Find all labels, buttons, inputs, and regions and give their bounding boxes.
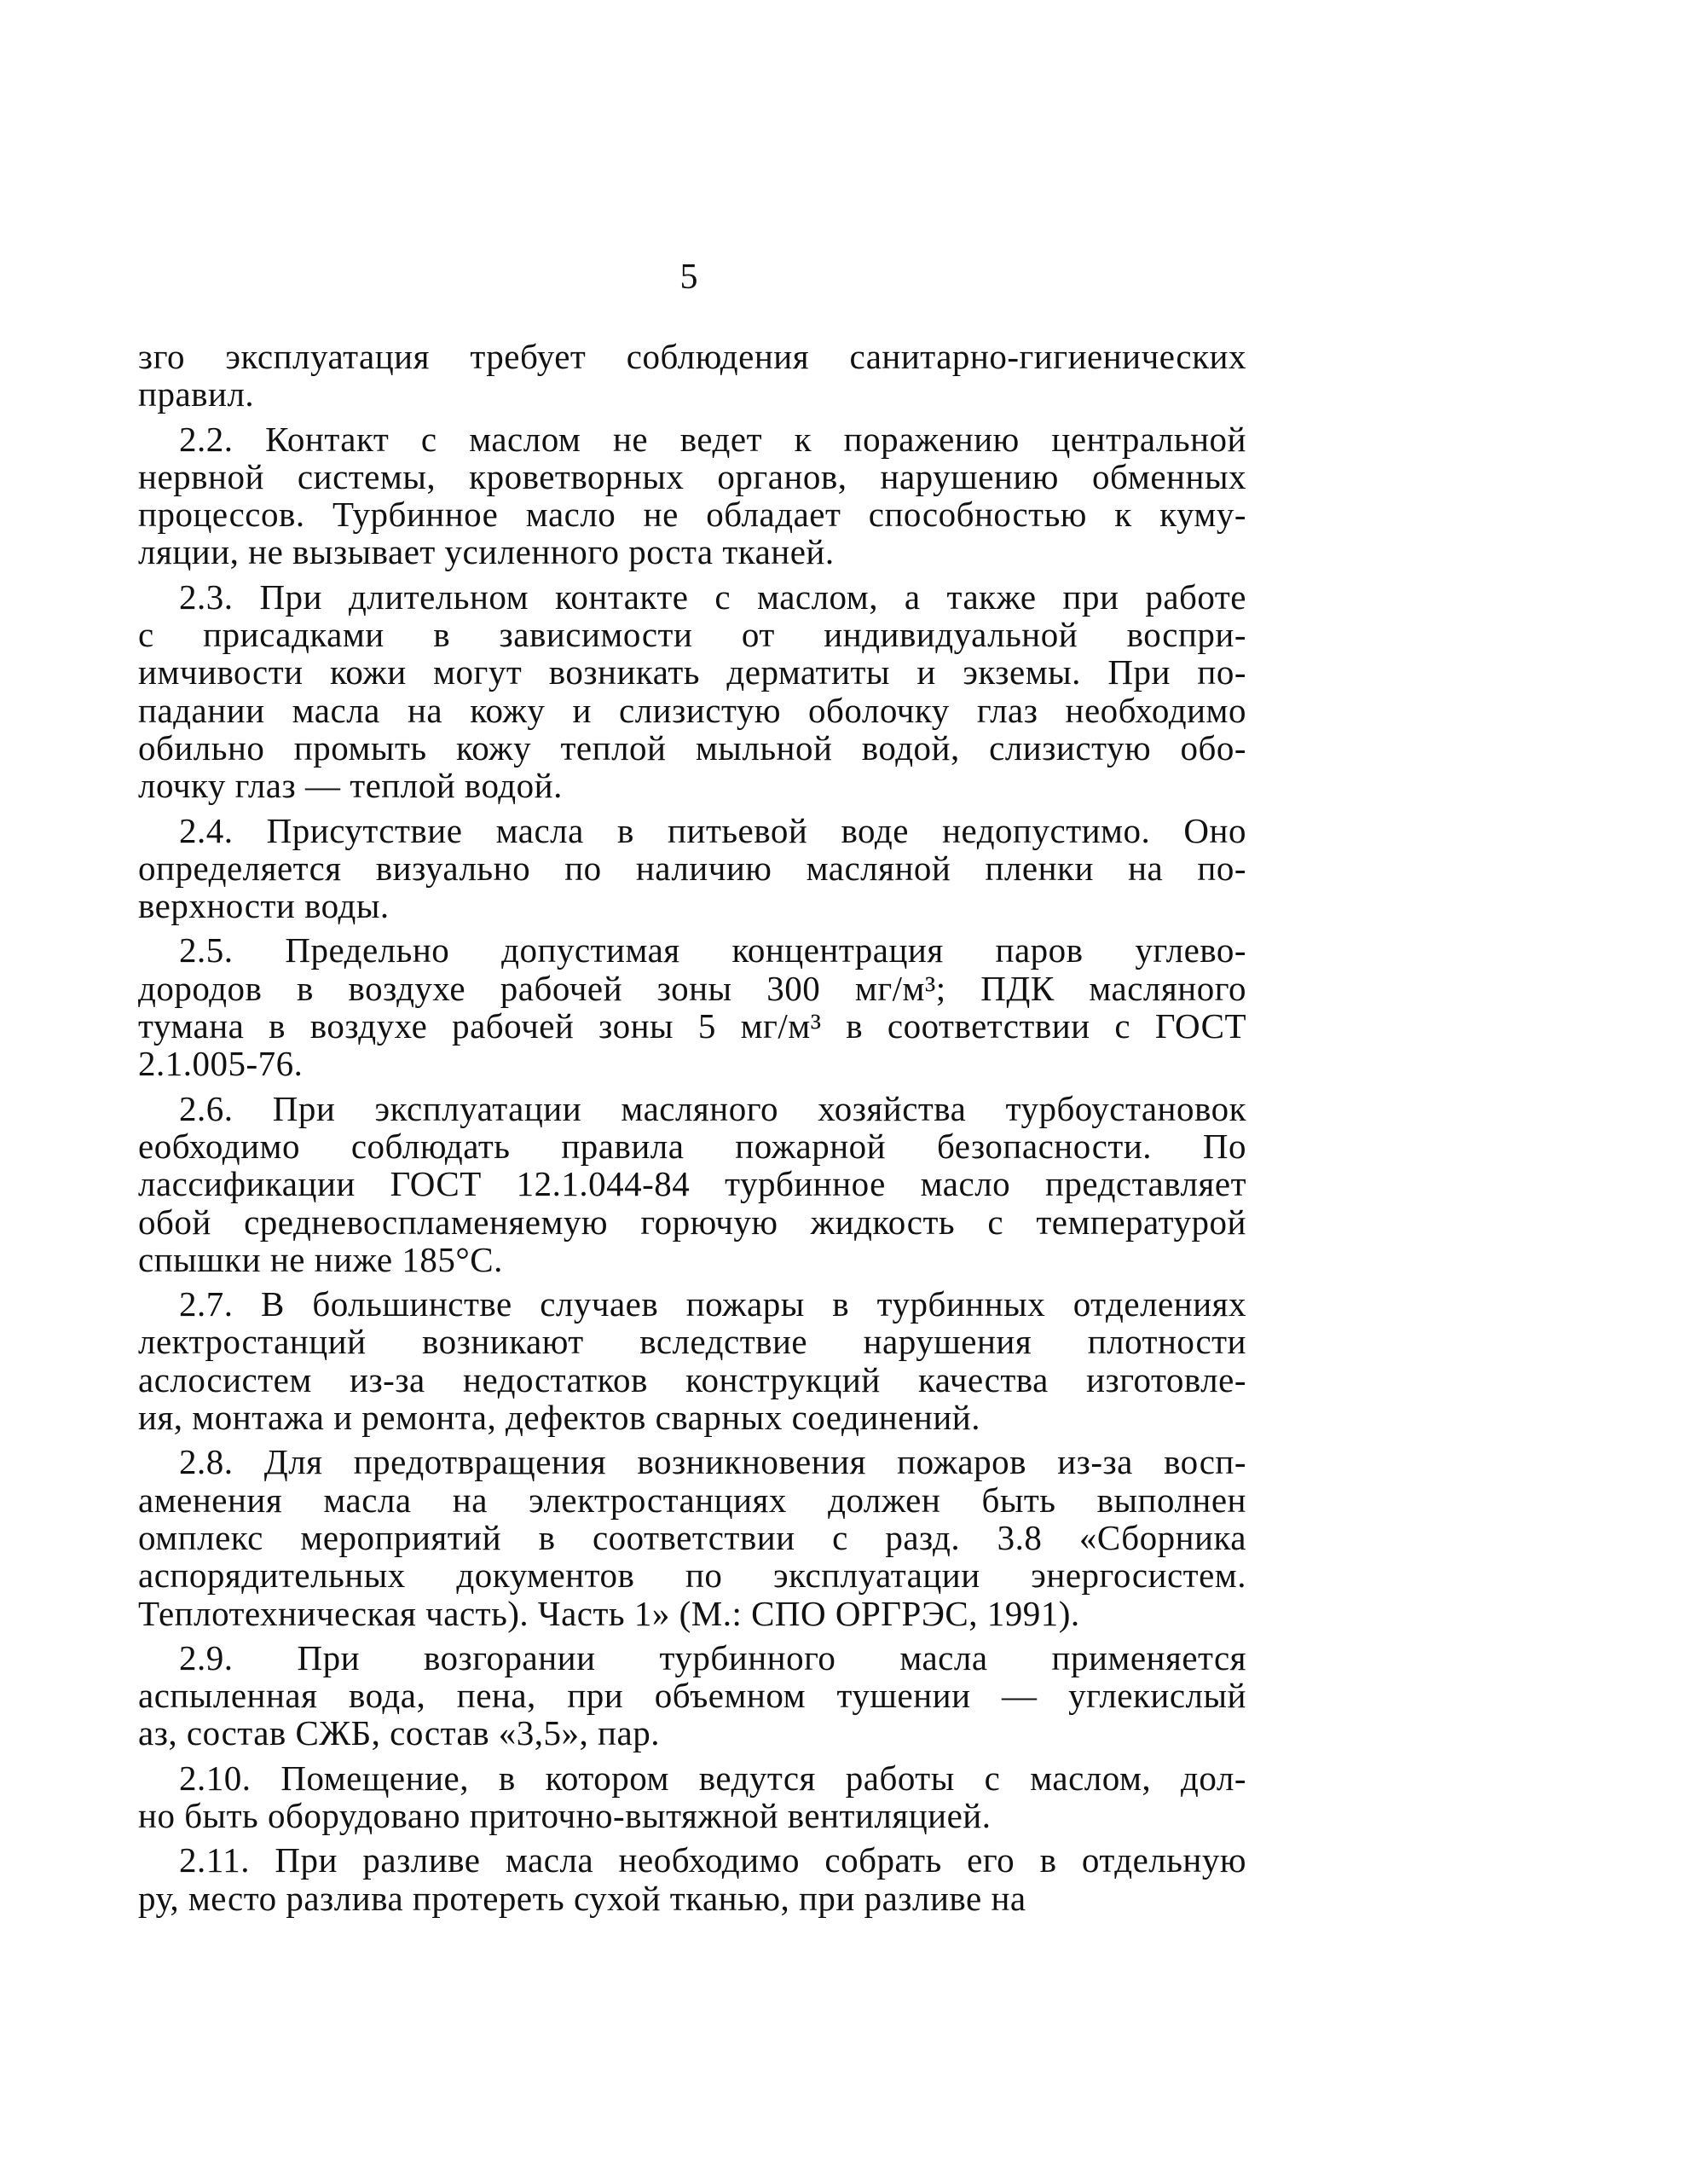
document-body (138, 338, 1246, 1924)
text-line: 2.10. Помещение, в котором ведутся работы с маслом, дол- (179, 1758, 1246, 1798)
text-line: 2.6. При эксплуатации масляного хозяйства турбоустановок (179, 1088, 1246, 1128)
text-line: но быть оборудовано приточно-вытяжной вентиляцией. (138, 1795, 992, 1835)
text-line: еобходимо соблюдать правила пожарной безопасности. По (138, 1126, 1246, 1166)
text-line: с присадками в зависимости от индивидуальной воспри- (138, 615, 1246, 655)
paragraph (138, 338, 1246, 414)
text-line: Теплотехническая часть). Часть 1» (М.: СПО ОРГРЭС, 1991). (138, 1593, 1080, 1633)
paragraph (138, 1285, 1246, 1436)
text-line: лектростанций возникают вследствие нарушения плотности (138, 1322, 1246, 1362)
text-line: аслосистем из-за недостатков конструкций качества изготовле- (138, 1359, 1246, 1399)
text-line: обой средневоспламеняемую горючую жидкость с температурой (138, 1202, 1246, 1242)
text-line: верхности воды. (138, 886, 390, 926)
text-line: аспыленная вода, пена, при объемном тушении — углекислый (138, 1676, 1246, 1716)
paragraph (138, 1639, 1246, 1752)
paragraph (138, 1841, 1246, 1917)
text-line: 2.9. При возгорании турбинного масла применяется (179, 1637, 1246, 1677)
paragraph (138, 420, 1246, 571)
text-line: обильно промыть кожу теплой мыльной водой, слизистую обо- (138, 727, 1246, 768)
text-line: аз, состав СЖБ, состав «3,5», пар. (138, 1713, 660, 1753)
paragraph (138, 1443, 1246, 1631)
text-line: 2.1.005-76. (138, 1044, 304, 1084)
text-line: определяется визуально по наличию масляной пленки на по- (138, 848, 1246, 888)
text-line: 2.11. При разливе масла необходимо собрать его в отдельную (179, 1840, 1246, 1880)
text-line: ия, монтажа и ремонта, дефектов сварных соединений. (138, 1398, 980, 1438)
text-line: процессов. Турбинное масло не обладает способностью к куму- (138, 495, 1246, 535)
text-line: 2.8. Для предотвращения возникновения пожаров из-за восп- (179, 1442, 1246, 1482)
paragraph (138, 1090, 1246, 1278)
page-number: 5 (679, 258, 698, 297)
paragraph (138, 812, 1246, 925)
text-line: омплекс мероприятий в соответствии с разд. 3.8 «Сборника (138, 1517, 1246, 1557)
text-line: аспорядительных документов по эксплуатации энергосистем. (138, 1555, 1246, 1596)
text-line: имчивости кожи могут возникать дерматиты и экземы. При по- (138, 652, 1246, 692)
text-line: 2.5. Предельно допустимая концентрация паров углево- (179, 930, 1246, 970)
paragraph (138, 578, 1246, 805)
paragraph (138, 931, 1246, 1082)
text-line: ляции, не вызывает усиленного роста тканей. (138, 532, 835, 572)
text-line: 2.4. Присутствие масла в питьевой воде недопустимо. Оно (179, 810, 1246, 850)
text-line: 2.2. Контакт с маслом не ведет к поражению центральной (179, 419, 1246, 459)
text-line: нервной системы, кроветворных органов, нарушению обменных (138, 456, 1246, 496)
text-line: правил. (138, 374, 255, 414)
text-line: 2.3. При длительном контакте с маслом, а также при работе (179, 576, 1246, 617)
text-line: 2.7. В большинстве случаев пожары в турбинных отделениях (179, 1284, 1246, 1324)
text-line: лочку глаз — теплой водой. (138, 766, 563, 806)
text-line: ру, место разлива протереть сухой тканью, при разливе на (138, 1878, 1026, 1918)
paragraph (138, 1759, 1246, 1835)
text-line: тумана в воздухе рабочей зоны 5 мг/м³ в соответствии с ГОСТ (138, 1006, 1246, 1046)
text-line: ɜго эксплуатация требует соблюдения санитарно-гигиенических (138, 337, 1246, 376)
text-line: лассификации ГОСТ 12.1.044-84 турбинное масло представляет (138, 1164, 1246, 1204)
text-line: аменения масла на электростанциях должен быть выполнен (138, 1480, 1246, 1520)
text-line: дородов в воздухе рабочей зоны 300 мг/м³; ПДК масляного (138, 968, 1246, 1008)
text-line: спышки не ниже 185°С. (138, 1239, 503, 1279)
text-line: падании масла на кожу и слизистую оболочку глаз необходимо (138, 690, 1246, 730)
